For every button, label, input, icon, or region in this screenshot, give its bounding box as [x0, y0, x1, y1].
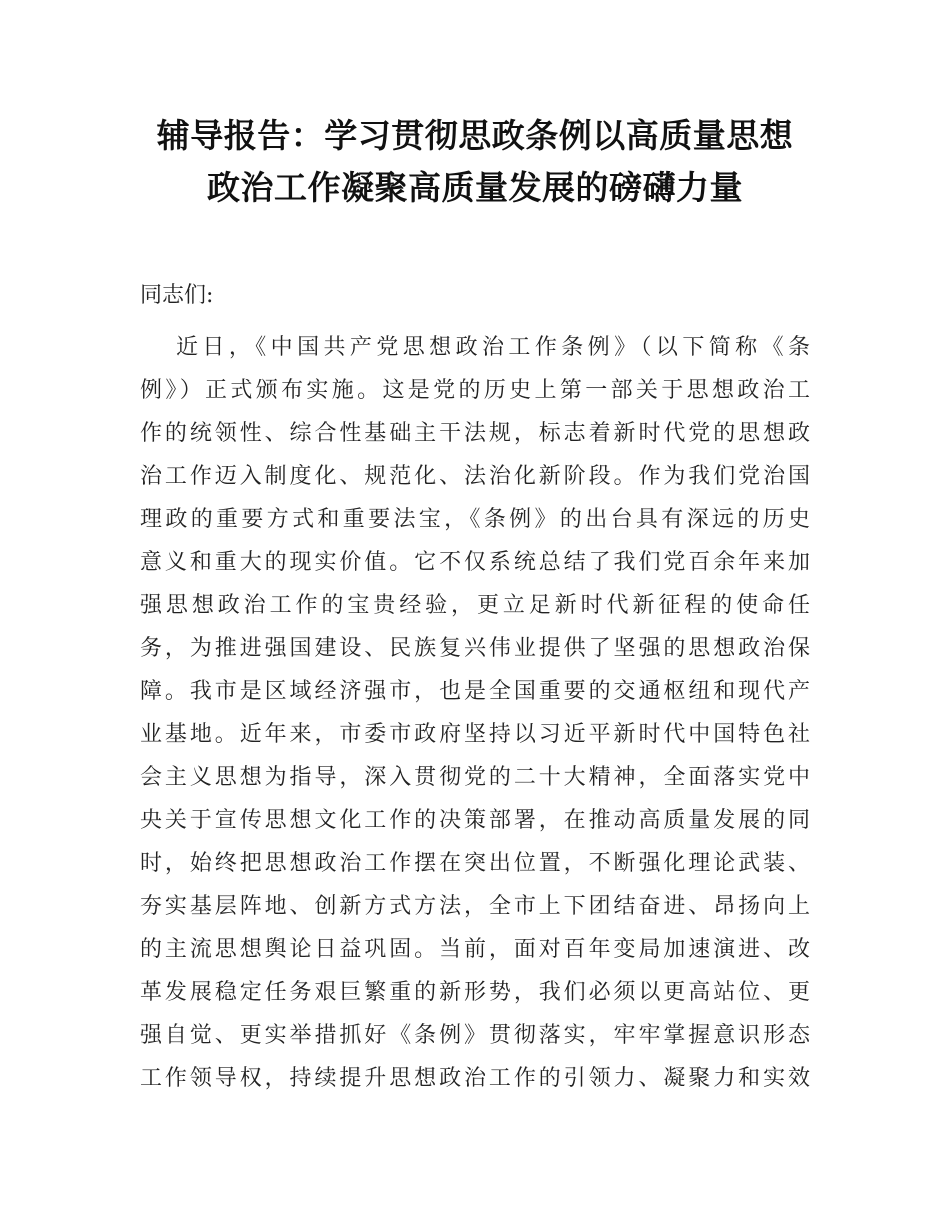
paragraph-line: 例》）正式颁布实施。这是党的历史上第一部关于思想政治工 [140, 378, 810, 403]
paragraph-line: 作的统领性、综合性基础主干法规，标志着新时代党的思想政 [140, 421, 810, 446]
paragraph-line: 近日，《中国共产党思想政治工作条例》（以下简称《条 [176, 335, 810, 360]
paragraph-line: 理政的重要方式和重要法宝，《条例》的出台具有深远的历史 [140, 507, 810, 532]
title-line: 政治工作凝聚高质量发展的磅礴力量 [207, 168, 743, 207]
paragraph-line: 时，始终把思想政治工作摆在突出位置，不断强化理论武装、 [140, 851, 810, 876]
paragraph-line: 的主流思想舆论日益巩固。当前，面对百年变局加速演进、改 [140, 937, 810, 962]
paragraph-line: 意义和重大的现实价值。它不仅系统总结了我们党百余年来加 [140, 550, 810, 575]
paragraph-line: 夯实基层阵地、创新方式方法，全市上下团结奋进、昂扬向上 [140, 894, 810, 919]
paragraph-line: 会主义思想为指导，深入贯彻党的二十大精神，全面落实党中 [140, 765, 810, 790]
paragraph-line: 业基地。近年来，市委市政府坚持以习近平新时代中国特色社 [140, 722, 810, 747]
body-paragraph [140, 326, 810, 1100]
paragraph-line: 务，为推进强国建设、民族复兴伟业提供了坚强的思想政治保 [140, 636, 810, 661]
paragraph-line: 革发展稳定任务艰巨繁重的新形势，我们必须以更高站位、更 [140, 980, 810, 1005]
salutation: 同志们: [140, 283, 214, 308]
paragraph-line: 工作领导权，持续提升思想政治工作的引领力、凝聚力和实效 [140, 1066, 810, 1091]
paragraph-line: 强自觉、更实举措抓好《条例》贯彻落实，牢牢掌握意识形态 [140, 1023, 810, 1048]
paragraph-line: 障。我市是区域经济强市，也是全国重要的交通枢纽和现代产 [140, 679, 810, 704]
paragraph-line: 央关于宣传思想文化工作的决策部署，在推动高质量发展的同 [140, 808, 810, 833]
paragraph-line: 治工作迈入制度化、规范化、法治化新阶段。作为我们党治国 [140, 464, 810, 489]
paragraph-line: 强思想政治工作的宝贵经验，更立足新时代新征程的使命任 [140, 593, 810, 618]
title-line: 辅导报告：学习贯彻思政条例以高质量思想 [156, 116, 794, 155]
document-title [140, 110, 810, 214]
